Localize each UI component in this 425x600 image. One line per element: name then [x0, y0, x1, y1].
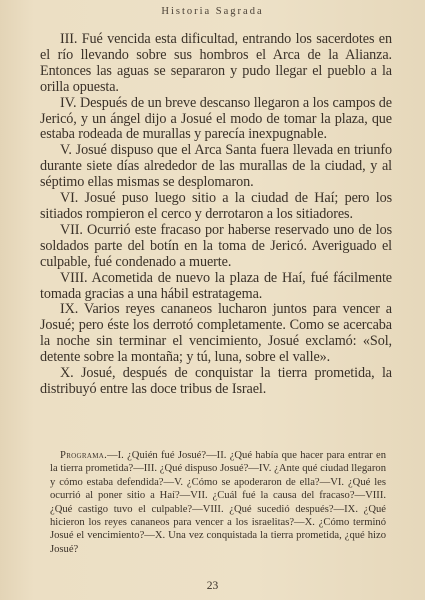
paragraph-3: III. Fué vencida esta dificultad, entrando los sacerdotes en el río llevando sobre sus hombros el Arca de la Alianza. Entonces las aguas se separaron y pudo llegar el pueblo a la orilla opuesta.: [40, 31, 392, 95]
main-text: [40, 32, 392, 398]
paragraph-7: VII. Ocurrió este fracaso por haberse reservado uno de los soldados parte del botín en la toma de Jericó. Averiguado el culpable, fué condenado a muerte.: [40, 221, 392, 270]
questions-text: —I. ¿Quién fué Josué?—II. ¿Qué había que hacer para entrar en la tierra prometida?—III. ¿Qué dispuso Josué?—IV. ¿Ante qué ciudad llegaron y cómo estaba defendida?—V. ¿Cómo se apoderaron de ella?—VI. ¿Qué les ocurrió al poner sitio a Haí?—VII. ¿Cuál fué la causa del fracaso?—VIII. ¿Qué castigo tuvo el culpable?—VIII. ¿Qué sucedió después?—IX. ¿Qué hicieron los reyes cananeos para vencer a los israelitas?—X. ¿Cómo terminó Josué el vencimiento?—X. Una vez conquistada la tierra prometida, ¿qué hizo Josué?: [50, 450, 386, 555]
paragraph-9: IX. Varios reyes cananeos lucharon juntos para vencer a Josué; pero éste los derrotó completamente. Como se acercaba la noche sin terminar el vencimiento, Josué exclamó: «Sol, detente sobre la montaña; y tú, luna, sobre el valle».: [40, 301, 392, 366]
paragraph-8: VIII. Acometida de nuevo la plaza de Haí, fué fácilmente tomada gracias a una hábil estratagema.: [40, 269, 392, 302]
study-questions: [50, 449, 386, 556]
questions-label: Programa.: [60, 450, 108, 461]
running-head: Historia Sagrada: [161, 6, 264, 17]
paragraph-4: IV. Después de un breve descanso llegaron a los campos de Jericó, y un ángel dijo a Josué el modo de tomar la plaza, que estaba rodeada de murallas y parecía inexpugnable.: [40, 94, 392, 143]
paragraph-6: VI. Josué puso luego sitio a la ciudad de Haí; pero los sitiados rompieron el cerco y derrotaron a los sitiadores.: [40, 190, 392, 222]
paragraph-5: V. Josué dispuso que el Arca Santa fuera llevada en triunfo durante siete días alrededor de las murallas de la ciudad, y al séptimo ellas mismas se desplomaron.: [40, 142, 392, 191]
paragraph-10: X. Josué, después de conquistar la tierra prometida, la distribuyó entre las doce tribus de Israel.: [40, 365, 392, 397]
page-number: 23: [206, 580, 219, 592]
